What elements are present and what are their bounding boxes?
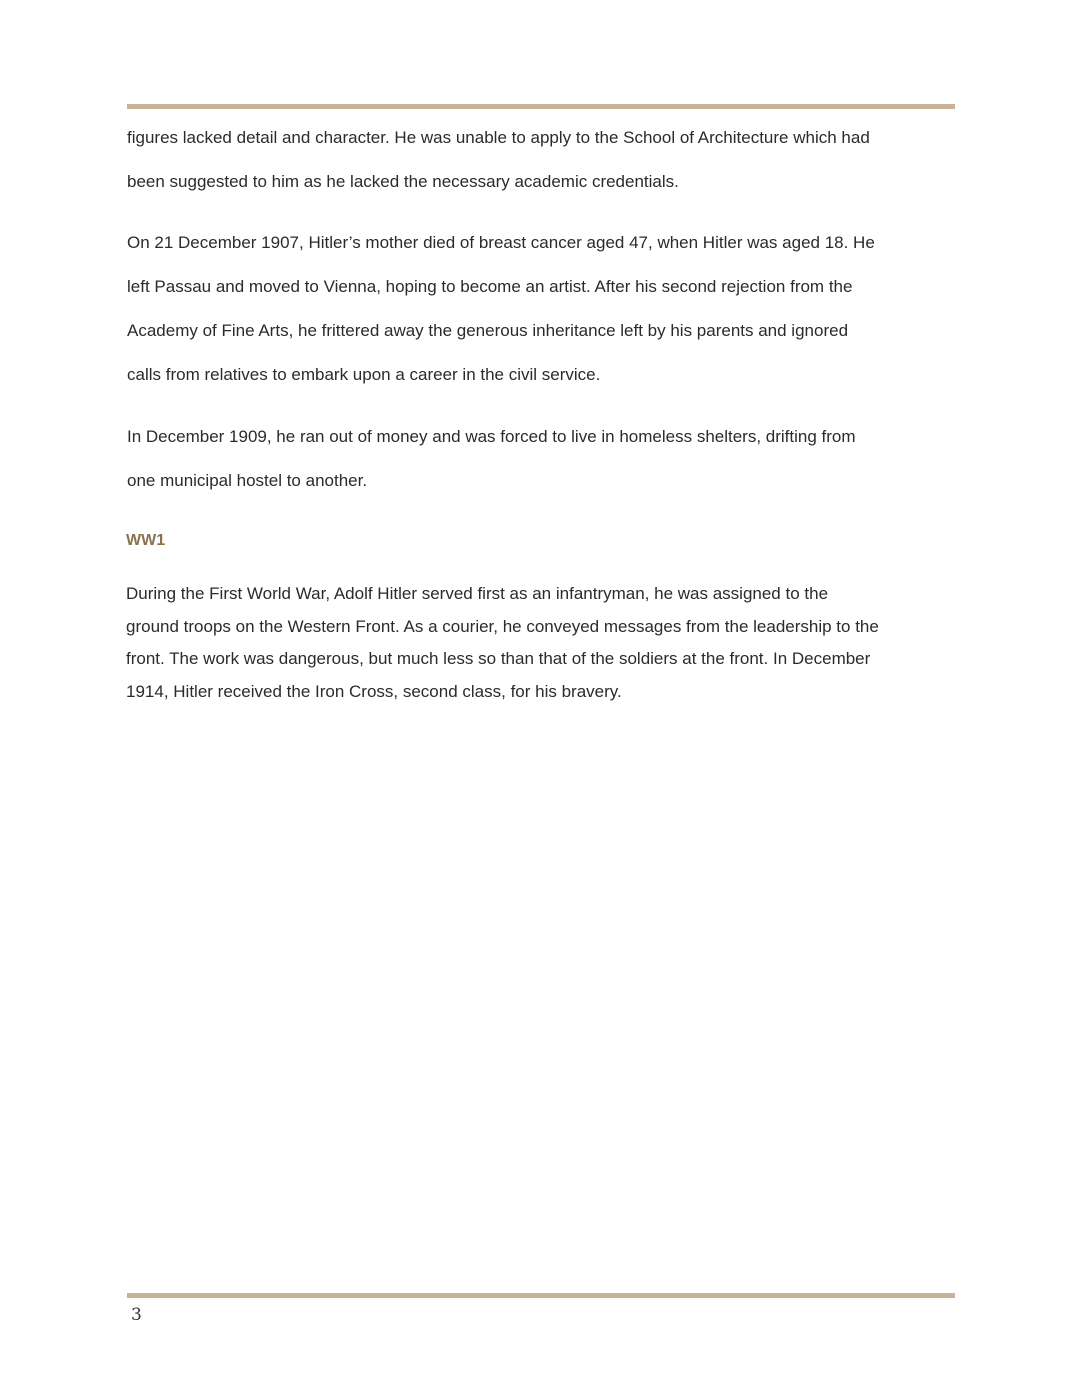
paragraph-line: On 21 December 1907, Hitler’s mother died of breast cancer aged 47, when Hitler was aged 18. He bbox=[127, 233, 875, 252]
top-divider bbox=[127, 104, 955, 109]
paragraph-line: calls from relatives to embark upon a career in the civil service. bbox=[127, 365, 601, 384]
paragraph-homeless bbox=[127, 415, 957, 503]
section-heading: WW1 bbox=[126, 532, 166, 549]
bottom-divider bbox=[127, 1293, 955, 1298]
paragraph-line: ground troops on the Western Front. As a courier, he conveyed messages from the leadership to the bbox=[126, 616, 879, 636]
paragraph-line: 1914, Hitler received the Iron Cross, second class, for his bravery. bbox=[126, 681, 622, 701]
paragraph-line: front. The work was dangerous, but much less so than that of the soldiers at the front. In December bbox=[126, 649, 871, 668]
paragraph-line: been suggested to him as he lacked the necessary academic credentials. bbox=[127, 172, 679, 191]
paragraph-line: figures lacked detail and character. He was unable to apply to the School of Architecture which had bbox=[127, 128, 870, 147]
paragraph-line: Academy of Fine Arts, he frittered away the generous inheritance left by his parents and ignored bbox=[127, 321, 849, 340]
paragraph-line: In December 1909, he ran out of money and was forced to live in homeless shelters, drifting from bbox=[127, 427, 856, 446]
paragraph-ww1 bbox=[126, 578, 956, 708]
page-number: 3 bbox=[131, 1305, 142, 1325]
paragraph-line: During the First World War, Adolf Hitler served first as an infantryman, he was assigned to the bbox=[126, 584, 829, 603]
paragraph-art-school bbox=[127, 116, 957, 204]
paragraph-line: left Passau and moved to Vienna, hoping to become an artist. After his second rejection from the bbox=[127, 277, 853, 296]
paragraph-mother-death bbox=[127, 221, 957, 397]
paragraph-line: one municipal hostel to another. bbox=[127, 471, 368, 490]
